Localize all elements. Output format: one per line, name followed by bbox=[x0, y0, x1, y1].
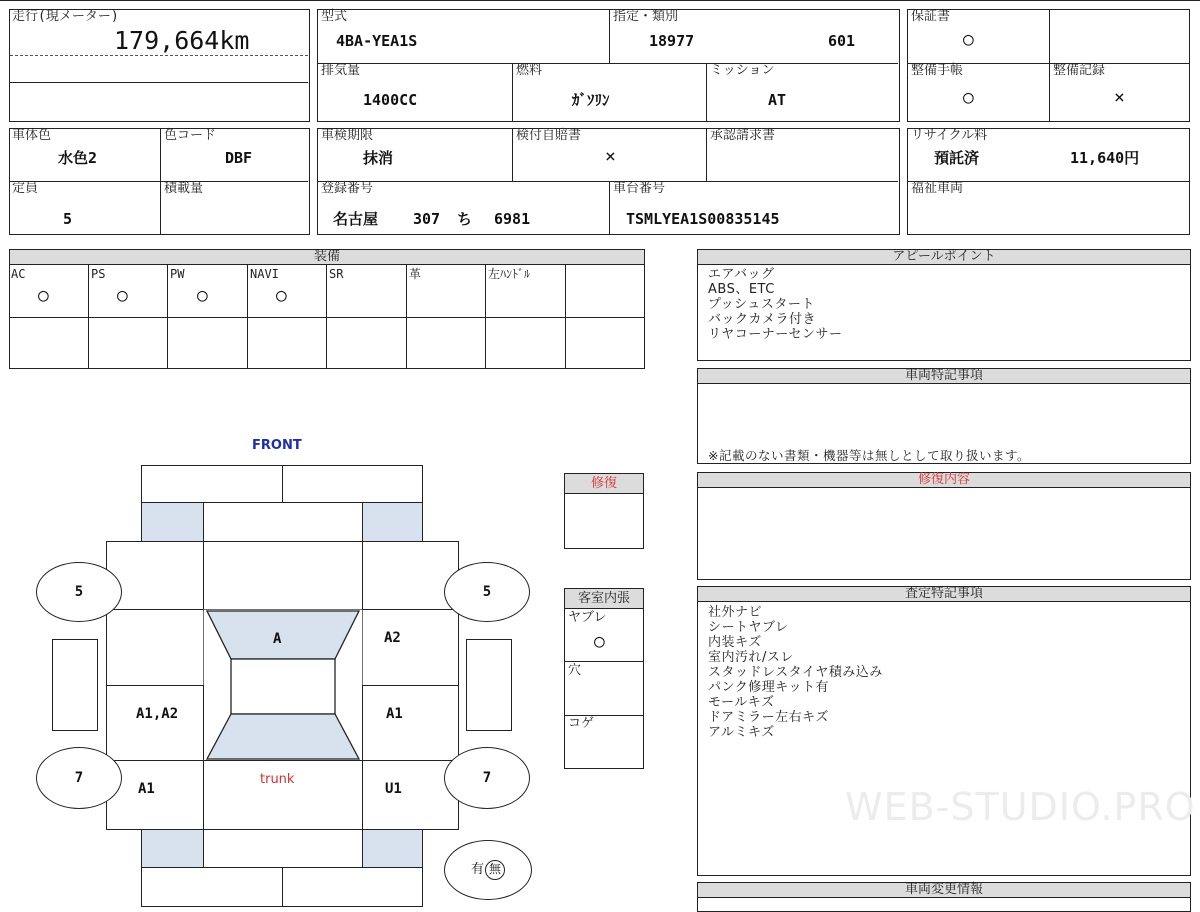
right-rear-door bbox=[362, 685, 459, 761]
interior-hole-label: 穴 bbox=[568, 663, 582, 678]
recycle-status: 預託済 bbox=[934, 149, 980, 167]
equip-lhd-label: 左ﾊﾝﾄﾞﾙ bbox=[488, 267, 531, 281]
equip-ac-value: ○ bbox=[38, 285, 49, 306]
equip-ps-label: PS bbox=[91, 267, 106, 281]
spare-yes: 有 bbox=[470, 862, 484, 877]
tire-rear-left bbox=[36, 747, 122, 809]
appeal-text: エアバッグ ABS、ETC プッシュスタート バックカメラ付き リヤコーナーセンサー bbox=[708, 267, 843, 342]
front-left-fender bbox=[141, 502, 204, 542]
equipment-title: 装備 bbox=[10, 250, 644, 265]
right-rear-door-code: A1 bbox=[386, 706, 403, 722]
trunk bbox=[203, 760, 363, 830]
front-label: FRONT bbox=[252, 438, 302, 453]
interior-title: 客室内張 bbox=[565, 589, 643, 609]
reg-label: 登録番号 bbox=[321, 181, 374, 196]
insurance-label: 検付自賠書 bbox=[516, 128, 582, 143]
change-info-title: 車両変更情報 bbox=[698, 883, 1190, 898]
warranty-value: ○ bbox=[963, 29, 974, 50]
maint-book-label: 整備手帳 bbox=[911, 63, 964, 78]
equip-ps-value: ○ bbox=[117, 285, 128, 306]
recycle-box bbox=[907, 128, 1190, 235]
color-box bbox=[9, 128, 310, 235]
rear-bumper bbox=[141, 867, 283, 907]
fuel-label: 燃料 bbox=[516, 63, 543, 78]
assessment-panel bbox=[697, 586, 1191, 876]
maint-record-value: × bbox=[1114, 87, 1125, 108]
special-notes-footnote: ※記載のない書類・機器等は無しとして取り扱います。 bbox=[708, 448, 1030, 463]
repair-details-title: 修復内容 bbox=[698, 473, 1190, 488]
front-right-fender bbox=[362, 502, 423, 542]
reg-city: 名古屋 bbox=[333, 210, 379, 228]
chassis-value: TSMLYEA1S00835145 bbox=[626, 210, 780, 228]
fuel-value: ｶﾞｿﾘﾝ bbox=[572, 91, 610, 109]
rear-bumper-right bbox=[282, 867, 423, 907]
left-front-door-code: A1,A2 bbox=[136, 706, 179, 722]
hood-front bbox=[203, 502, 363, 542]
maint-record-label: 整備記録 bbox=[1053, 63, 1106, 78]
car-diagram bbox=[0, 430, 560, 900]
repair-box-title: 修復 bbox=[565, 474, 643, 494]
equipment-table bbox=[9, 249, 645, 369]
trunk-label: trunk bbox=[260, 772, 295, 787]
hood bbox=[203, 541, 363, 610]
equip-sr-label: SR bbox=[329, 267, 344, 281]
load-label: 積載量 bbox=[164, 181, 204, 196]
tire-front-left-depth: 5 bbox=[74, 584, 84, 600]
appeal-title: アピールポイント bbox=[698, 250, 1190, 265]
inspection-value: 抹消 bbox=[363, 149, 394, 167]
equip-navi-value: ○ bbox=[276, 285, 287, 306]
watermark: WEB-STUDIO.PRO bbox=[845, 785, 1196, 829]
warranty-label: 保証書 bbox=[911, 9, 951, 24]
body-color-label: 車体色 bbox=[12, 128, 52, 143]
mileage-label: 走行(現メーター) bbox=[12, 9, 119, 24]
capacity-label: 定員 bbox=[12, 181, 39, 196]
recycle-value: 11,640円 bbox=[1070, 149, 1140, 167]
repair-box bbox=[564, 473, 644, 549]
interior-box bbox=[564, 588, 644, 769]
warranty-box bbox=[907, 9, 1190, 122]
chassis-label: 車台番号 bbox=[613, 181, 666, 196]
body-color-value: 水色2 bbox=[58, 149, 98, 167]
model-value: 4BA-YEA1S bbox=[336, 32, 418, 50]
front-bumper bbox=[141, 465, 283, 503]
displacement-value: 1400CC bbox=[363, 91, 418, 109]
equip-pw-value: ○ bbox=[197, 285, 208, 306]
tire-front-right-depth: 5 bbox=[482, 584, 492, 600]
roof-code: A bbox=[273, 631, 282, 647]
equip-navi-label: NAVI bbox=[250, 267, 279, 281]
recycle-label: リサイクル料 bbox=[911, 128, 988, 143]
change-info-panel bbox=[697, 882, 1191, 912]
interior-tear-value: ○ bbox=[594, 631, 605, 652]
interior-tear-label: ヤブレ bbox=[568, 610, 607, 625]
tire-rear-right bbox=[444, 747, 530, 809]
spare-no: 無 bbox=[485, 860, 505, 880]
left-front-panel bbox=[106, 541, 204, 610]
spare-tire bbox=[444, 840, 532, 900]
model-box bbox=[317, 9, 900, 122]
transmission-label: ミッション bbox=[710, 63, 775, 78]
maint-book-value: ○ bbox=[963, 87, 974, 108]
tire-front-left bbox=[36, 562, 122, 622]
cabin-center bbox=[203, 609, 363, 761]
approval-label: 承認請求書 bbox=[710, 128, 776, 143]
reg-number: 6981 bbox=[494, 210, 531, 228]
front-bumper-right bbox=[282, 465, 423, 503]
right-side-sill bbox=[466, 639, 512, 731]
rear-left-fender bbox=[141, 829, 204, 868]
color-code-value: DBF bbox=[225, 149, 253, 167]
equip-ac-label: AC bbox=[11, 267, 26, 281]
tire-rear-left-depth: 7 bbox=[74, 770, 84, 786]
insurance-value: × bbox=[605, 146, 616, 167]
tire-front-right bbox=[444, 562, 530, 622]
inspection-label: 車検期限 bbox=[321, 128, 374, 143]
right-rear-code: U1 bbox=[385, 781, 402, 797]
welfare-label: 福祉車両 bbox=[911, 181, 964, 196]
mileage-value: 179,664km bbox=[114, 26, 250, 55]
special-notes-panel bbox=[697, 368, 1191, 464]
mileage-box bbox=[9, 9, 310, 122]
appeal-panel bbox=[697, 249, 1191, 361]
color-code-label: 色コード bbox=[164, 128, 217, 143]
designation-value: 18977 bbox=[649, 32, 695, 50]
right-front-door-code: A2 bbox=[384, 630, 401, 646]
left-front-door bbox=[106, 609, 204, 686]
reg-class: 307 bbox=[413, 210, 441, 228]
capacity-value: 5 bbox=[63, 210, 73, 228]
special-notes-title: 車両特記事項 bbox=[698, 369, 1190, 384]
left-rear-code: A1 bbox=[138, 781, 155, 797]
designation-label: 指定・類別 bbox=[613, 9, 679, 24]
tire-rear-right-depth: 7 bbox=[482, 770, 492, 786]
equip-pw-label: PW bbox=[170, 267, 185, 281]
rear-right-fender bbox=[362, 829, 423, 868]
right-front-door bbox=[362, 609, 459, 686]
interior-burn-label: コゲ bbox=[568, 716, 595, 731]
inspection-box bbox=[317, 128, 900, 235]
category-value: 601 bbox=[828, 32, 856, 50]
assessment-title: 査定特記事項 bbox=[698, 587, 1190, 602]
model-label: 型式 bbox=[321, 9, 348, 24]
left-side-sill bbox=[52, 639, 98, 731]
displacement-label: 排気量 bbox=[321, 63, 361, 78]
equip-leather-label: 革 bbox=[409, 267, 422, 281]
repair-details-panel bbox=[697, 472, 1191, 580]
rear-panel bbox=[203, 829, 363, 868]
assessment-text: 社外ナビ シートヤブレ 内装キズ 室内汚れ/スレ スタッドレスタイヤ積み込み パンク修理キット有 モールキズ ドアミラー左右キズ アルミキズ bbox=[708, 605, 883, 740]
reg-kana: ち bbox=[457, 210, 473, 228]
left-rear-door bbox=[106, 685, 204, 761]
transmission-value: AT bbox=[768, 91, 787, 109]
